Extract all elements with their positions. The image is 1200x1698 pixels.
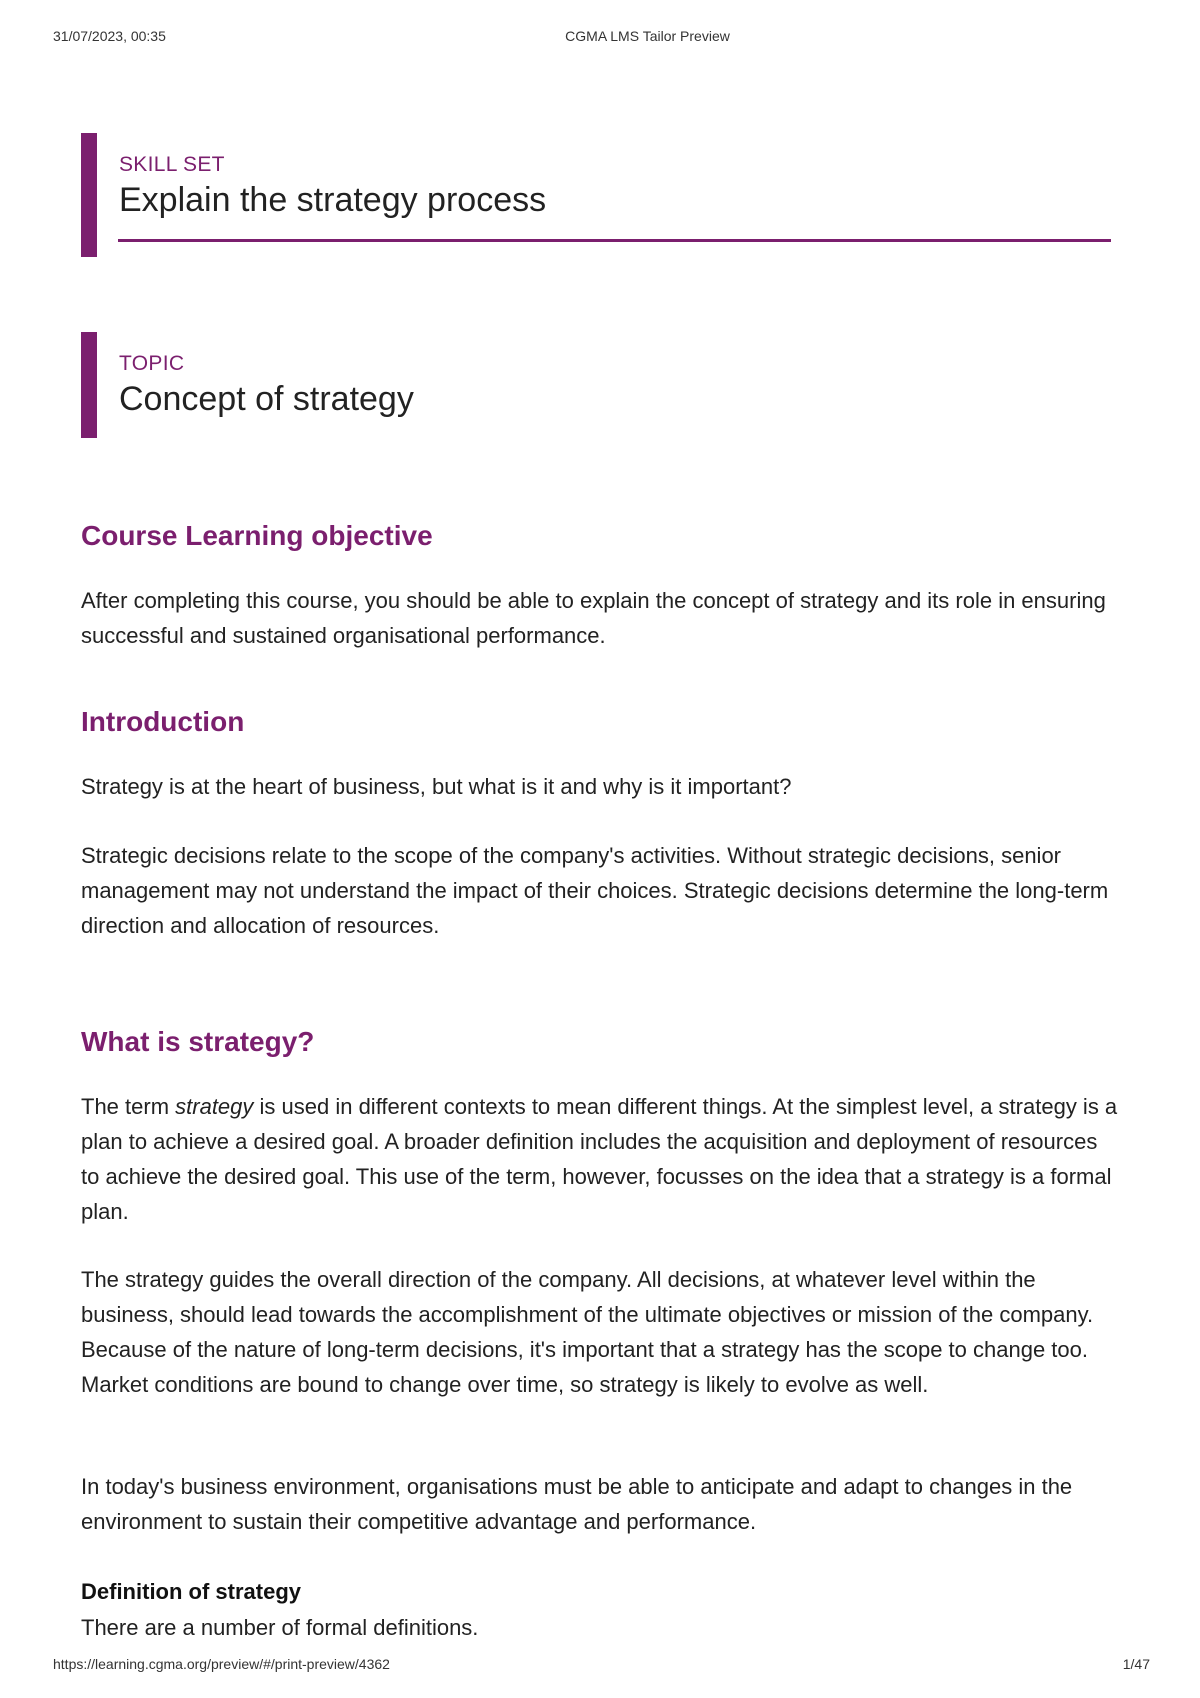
- objective-heading: Course Learning objective: [81, 520, 433, 551]
- p1-before: The term: [81, 1094, 176, 1119]
- what-is-strategy-heading: What is strategy?: [81, 1026, 315, 1057]
- page-number: 1/47: [1122, 1656, 1150, 1672]
- objective-text: After completing this course, you should be able to explain the concept of strategy and its role in ensuring successful and sustained organisational performance.: [81, 588, 1106, 648]
- skill-set-title: Explain the strategy process: [119, 181, 547, 219]
- topic-block: [81, 332, 681, 438]
- introduction-paragraph-1: Strategy is at the heart of business, but what is it and why is it important?: [81, 774, 792, 799]
- what-is-strategy-paragraph-2: The strategy guides the overall direction of the company. All decisions, at whatever level within the business, should lead towards the accomplishment of the ultimate objectives or mission of the company. Because of the nature of long-term decisions, it's important that a strategy has the scope to change too. Market conditions are bound to change over time, so strategy is likely to evolve as well.: [81, 1267, 1094, 1397]
- skill-set-accent-bar: [81, 133, 97, 257]
- skill-set-label: SKILL SET: [119, 153, 225, 176]
- definition-text: There are a number of formal definitions.: [81, 1615, 479, 1640]
- definition-heading: Definition of strategy: [81, 1579, 302, 1604]
- topic-title: Concept of strategy: [119, 380, 414, 418]
- skill-set-underline: [118, 239, 1111, 242]
- what-is-strategy-paragraph-3: In today's business environment, organisations must be able to anticipate and adapt to changes in the environment to sustain their competitive advantage and performance.: [81, 1474, 1073, 1534]
- topic-accent-bar: [81, 332, 97, 438]
- topic-label: TOPIC: [119, 352, 185, 375]
- print-url: https://learning.cgma.org/preview/#/print-preview/4362: [53, 1656, 390, 1672]
- introduction-paragraph-2: Strategic decisions relate to the scope of the company's activities. Without strategic decisions, senior management may not understand the impact of their choices. Strategic decisions determine the long-term direction and allocation of resources.: [81, 843, 1109, 938]
- what-is-strategy-paragraph-1: [81, 1089, 1121, 1229]
- p1-after: is used in different contexts to mean different things. At the simplest level, a strategy is a plan to achieve a desired goal. A broader definition includes the acquisition and deployment of resources to achieve the desired goal. This use of the term, however, focusses on the idea that a strategy is a formal plan.: [81, 1094, 1118, 1224]
- print-datetime: 31/07/2023, 00:35: [53, 28, 166, 44]
- print-title: CGMA LMS Tailor Preview: [565, 28, 730, 44]
- skill-set-block: [81, 133, 1111, 257]
- p1-emphasis: strategy: [175, 1094, 254, 1119]
- introduction-heading: Introduction: [81, 706, 245, 737]
